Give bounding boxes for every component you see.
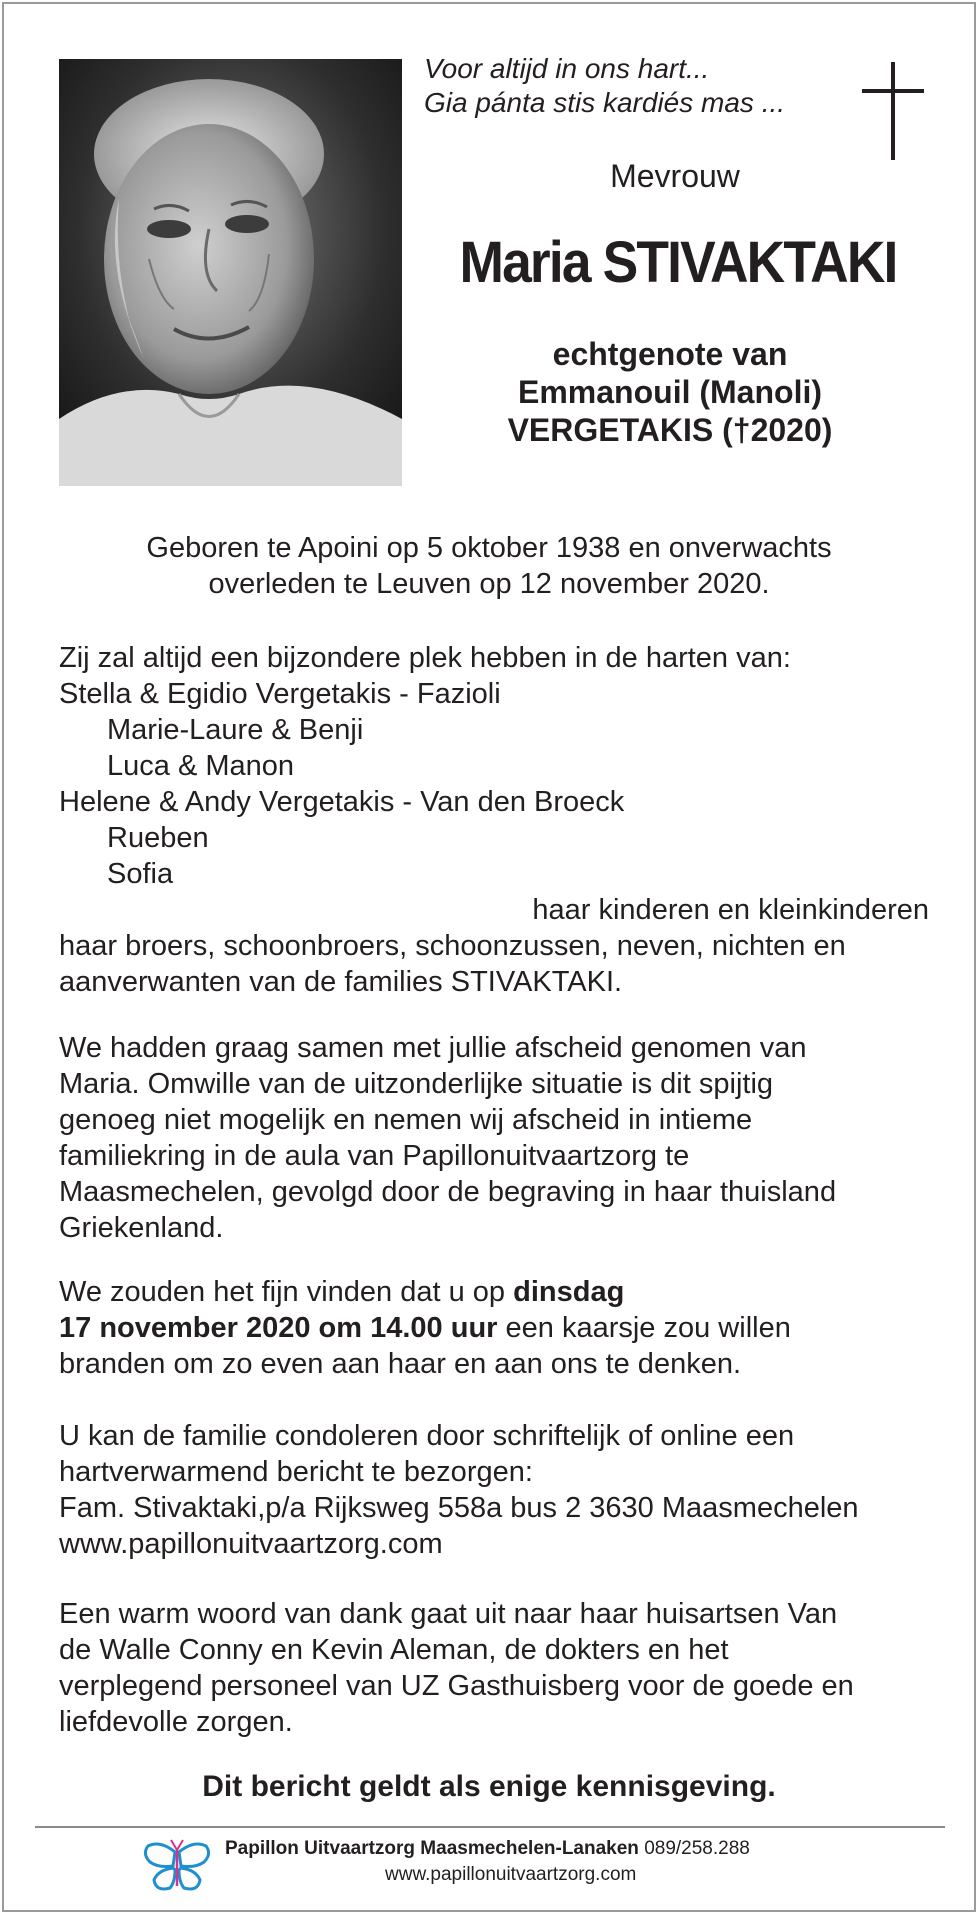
farewell-line: Griekenland. [59,1212,224,1244]
footer-contact [225,1836,925,1888]
thanks-line: de Walle Conny en Kevin Aleman, de dokters en het [59,1634,729,1666]
family-line: Stella & Egidio Vergetakis - Fazioli [59,678,501,710]
farewell-line: Maria. Omwille van de uitzonderlijke situatie is dit spijtig [59,1068,774,1100]
farewell-section [59,1030,929,1246]
quote-line-dutch: Voor altijd in ons hart... [424,53,710,84]
thanks-line: liefdevolle zorgen. [59,1706,293,1738]
footer-divider [35,1826,945,1828]
condolence-line: hartverwarmend bericht te bezorgen: [59,1456,533,1488]
family-line: Luca & Manon [107,750,295,782]
candle-day: dinsdag [513,1276,625,1308]
footer-website-link[interactable]: www.papillonuitvaartzorg.com [385,1864,637,1885]
spouse-line: echtgenote van [552,336,788,372]
salutation: Mevrouw [610,158,740,194]
family-section [59,640,929,1000]
candle-text: een kaarsje zou willen [497,1312,791,1344]
thanks-section [59,1596,929,1740]
farewell-line: We hadden graag samen met jullie afscheid genomen van [59,1032,807,1064]
family-line: Marie-Laure & Benji [107,714,364,746]
butterfly-icon [142,1838,212,1894]
family-line: Helene & Andy Vergetakis - Van den Broeck [59,786,625,818]
death-line: overleden te Leuven op 12 november 2020. [208,568,770,600]
family-line: Rueben [107,822,209,854]
family-intro: Zij zal altijd een bijzondere plek hebben in de harten van: [59,642,791,674]
thanks-line: Een warm woord van dank gaat uit naar haar huisartsen Van [59,1598,838,1630]
condolence-line: U kan de familie condoleren door schriftelijk of online een [59,1420,795,1452]
condolence-address: Fam. Stivaktaki,p/a Rijksweg 558a bus 2 3630 Maasmechelen [59,1492,859,1524]
condolence-section [59,1418,929,1562]
candle-text: We zouden het fijn vinden dat u op [59,1276,514,1308]
footer-company: Papillon Uitvaartzorg Maasmechelen-Lanaken [225,1838,639,1859]
relatives-line: haar broers, schoonbroers, schoonzussen, neven, nichten en [59,930,846,962]
portrait-photo [59,59,402,486]
condolence-website-link[interactable]: www.papillonuitvaartzorg.com [59,1528,443,1560]
candle-section [59,1274,929,1382]
footer-phone: 089/258.288 [644,1838,750,1859]
candle-datetime: 17 november 2020 om 14.00 uur [59,1312,498,1344]
candle-line: branden om zo even aan haar en aan ons te denken. [59,1348,742,1380]
thanks-line: verplegend personeel van UZ Gasthuisberg voor de goede en [59,1670,854,1702]
quote-line-greek: Gia pánta stis kardiés mas ... [424,87,786,118]
children-label: haar kinderen en kleinkinderen [532,894,929,926]
memorial-quote [424,52,844,120]
deceased-name: Maria STIVAKTAKI [459,230,897,295]
spouse-line: Emmanouil (Manoli) [518,374,822,410]
farewell-line: familiekring in de aula van Papillonuitvaartzorg te [59,1140,690,1172]
farewell-line: genoeg niet mogelijk en nemen wij afscheid in intieme [59,1104,753,1136]
birth-line: Geboren te Apoini op 5 oktober 1938 en onverwachts [146,532,832,564]
candle-line [59,1310,929,1346]
farewell-line: Maasmechelen, gevolgd door de begraving in haar thuisland [59,1176,837,1208]
spouse-info [440,335,900,449]
family-line: Sofia [107,858,174,890]
cross-icon [862,62,924,160]
birth-death-info [59,530,919,602]
notice: Dit bericht geldt als enige kennisgeving. [202,1770,776,1803]
spouse-line: VERGETAKIS (†2020) [507,412,833,448]
relatives-line: aanverwanten van de families STIVAKTAKI. [59,966,623,998]
candle-line [59,1274,929,1310]
